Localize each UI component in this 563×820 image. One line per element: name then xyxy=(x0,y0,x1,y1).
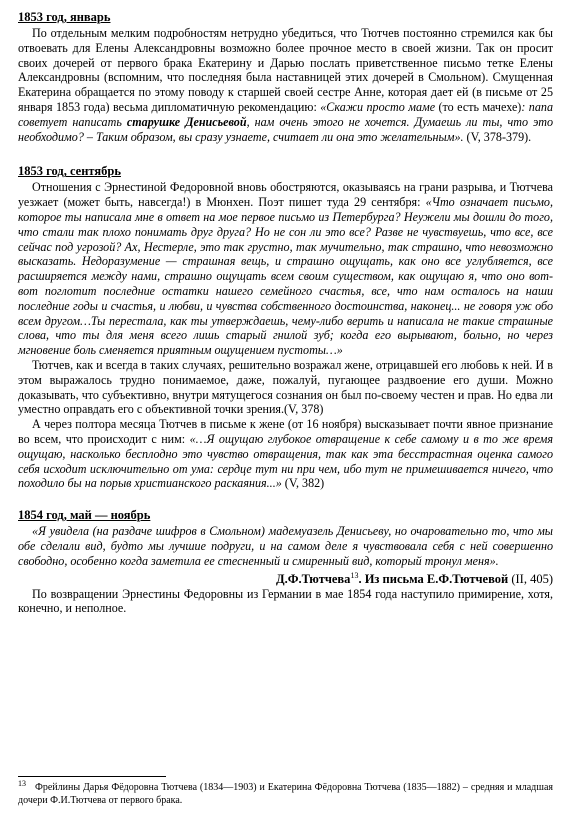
quote-run: «Скажи просто маме xyxy=(320,99,436,114)
text-run: А через полтора месяца Тютчев в письме к жене (от 16 ноября) высказывает почти явное признание во всем, что происходит с ним: xyxy=(18,417,553,446)
text-run: По отдельным мелким подробностям нетрудно убедиться, что Тютчев постоянно стремился как бы отвоевать для Елены Александровны возможно более прочное место в своей жизни. Так он просит своих дочерей от первого брака Екатерину и Дарью послать приветственное письмо тетке Елены Александровны (вспомним, что последняя была наставницей этих дочерей в Смольном). Смущенная Екатерина обращается по этому поводу к старшей своей сестре Анне, которая дает ей (в письме от 25 января 1853 года) весьма дипломатичную рекомендацию: xyxy=(18,26,553,114)
attribution-author: Д.Ф.Тютчева xyxy=(276,571,351,586)
quote-run: , нам очень этого не хочется. Думаешь ли ты, что это необходимо? – Таким образом, вы сразу узнаете, считает ли она это желательным». xyxy=(18,114,553,144)
quote-run: «…Я ощущаю глубокое отвращение к себе самому и в то же время ощущаю, насколько бесплодно это чувство отвращения, так как эта бесстрастная оценка самого себя исходит исключительно от ума: сердце тут ни при чем, ибо тут не примешивается ничего, что походило бы на порыв христианского раскаяния...» xyxy=(18,431,553,491)
quote-run: «Что означает письмо, которое ты написала мне в ответ на мое первое письмо из Петербурга? Неужели мы дошли до того, что стали так плохо понимать друг друга? Но не сон ли это все? Разве не чувствуешь, что все, все сейчас под угрозой? Ах, Нестерле, это так грустно, так мучительно, так страшно, что невозможно высказать. Недоразумение — страшная вещь, и страшно ощущать, как оно все углубляется, все расширяется между нами, страшно ощущать всем своим существом, как ощущаю я, что оно вот-вот поглотит последние остатки нашего семейного счастья, все, что нам осталось на наши последние годы и счастья, и любви, и чувства собственного достоинства, наконец... не говоря уж обо всем другом…Ты перестала, как ты утверждаешь, чему-либо верить и написала не такие страшные слова, что ты для меня всего лишь старый гнилой зуб; когда его вырывают, больно, но через мгновение боль сменяется приятным ощущением пустоты…» xyxy=(18,195,553,358)
quote-attribution xyxy=(18,571,553,587)
reference: (II, 405) xyxy=(508,571,553,586)
footnote-text: Фрейлины Дарья Фёдоровна Тютчева (1834—1903) и Екатерина Фёдоровна Тютчева (1835—1882) – средняя и младшая дочери Ф.И.Тютчева от первого брака. xyxy=(18,782,554,806)
text-run: (то есть мачехе) xyxy=(435,99,522,114)
paragraph: По возвращении Эрнестины Федоровны из Германии в мае 1854 года наступило примирение, хотя, конечно, и неполное. xyxy=(18,586,553,616)
paragraph xyxy=(18,26,553,144)
epigraph-quote: «Я увидела (на раздаче шифров в Смольном) мадемуазель Денисьеву, но очаровательно то, что мы обе сделали вид, будто мы лучшие подруги, и на самом деле я чувствовала себя с ней совершенно свободно, особенно когда заметила ее стесненный и смиренный вид, который тронул меня». xyxy=(18,524,553,568)
document-page xyxy=(18,10,553,616)
section-heading-may-nov-1854: 1854 год, май — ноябрь xyxy=(18,508,151,523)
paragraph xyxy=(18,180,553,358)
quote-emphasis: старушке Денисьевой xyxy=(126,114,247,129)
quote-run: : папа советует написать xyxy=(18,99,553,129)
footnote: $^{13}$ Фрейлины Дарья Фёдоровна Тютчева (1834—1903) и Екатерина Фёдоровна Тютчева (1835—1882) – средняя и младшая дочери Ф.И.Тютчева от первого брака. xyxy=(18,778,554,806)
paragraph xyxy=(18,417,553,491)
reference: (V, 378-379). xyxy=(463,129,532,144)
reference: (V, 382) xyxy=(281,476,325,491)
attribution-source: . Из письма Е.Ф.Тютчевой xyxy=(358,571,509,586)
footnote-ref[interactable]: 13 xyxy=(350,570,359,580)
footnote-divider xyxy=(18,776,166,777)
section-heading-sep-1853: 1853 год, сентябрь xyxy=(18,164,121,179)
section-heading-jan-1853: 1853 год, январь xyxy=(18,10,111,24)
text-run: Отношения с Эрнестиной Федоровной вновь обостряются, оказываясь на грани разрыва, и Тютчева уезжает (может быть, навсегда!) в Мюнхен. Поэт пишет туда 29 сентября: xyxy=(18,180,553,210)
paragraph: Тютчев, как и всегда в таких случаях, решительно возражал жене, отрицавшей его любовь к ней. И в этом выражалось трудно понимаемое, даже, пожалуй, пугающее раздвоение его души. Можно доказывать, что субъективно, внутри мятущегося сознания он был по-своему честен и прав. Но едва ли уместно оправдать его с объективной точки зрения.(V, 378) xyxy=(18,357,553,417)
